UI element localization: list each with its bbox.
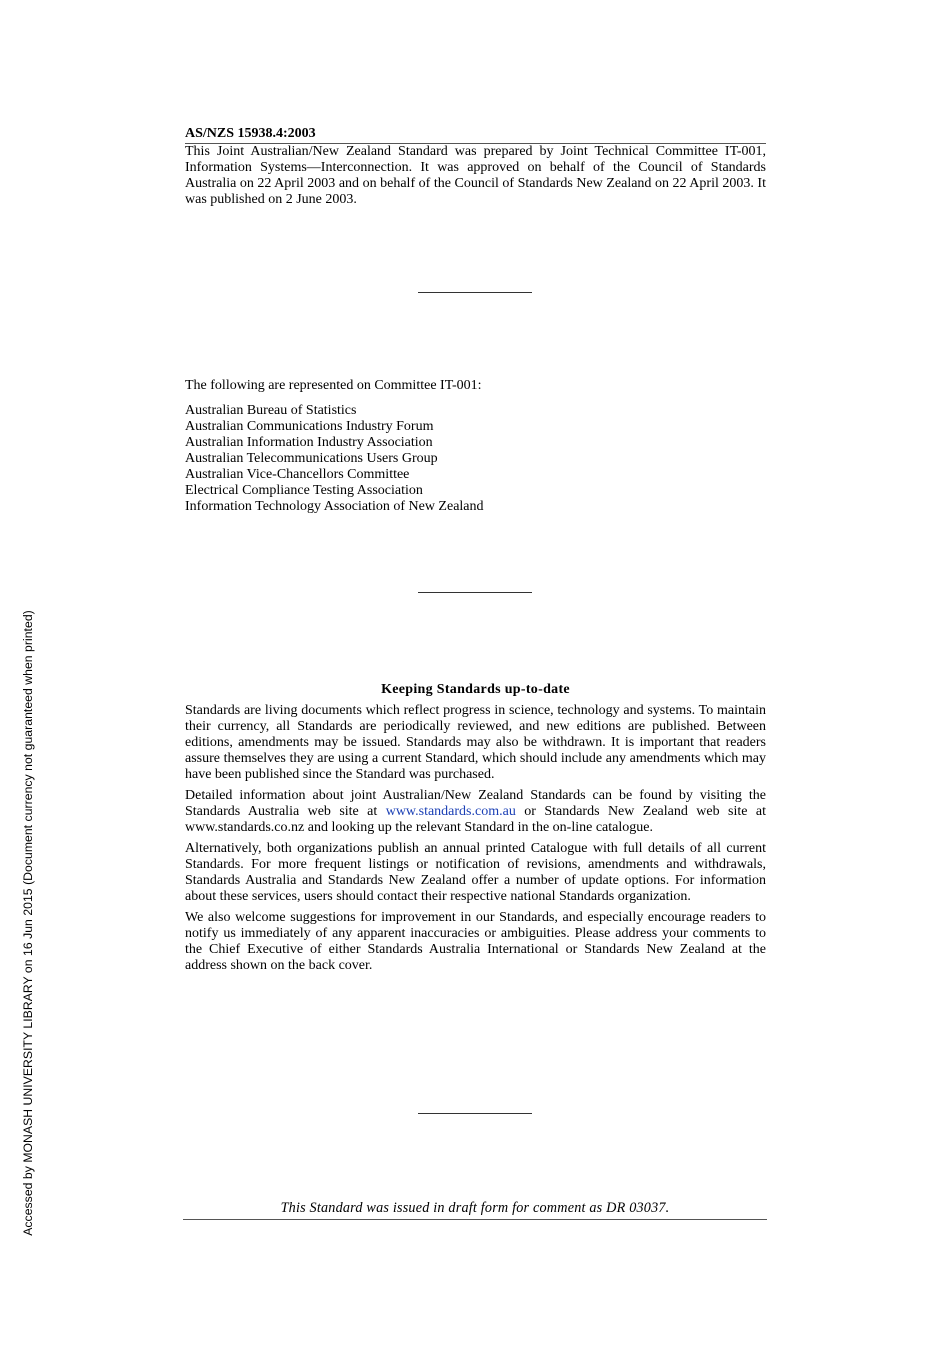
committee-section [185, 378, 766, 515]
standards-australia-link[interactable]: www.standards.com.au [385, 804, 516, 819]
access-stamp: Accessed by MONASH UNIVERSITY LIBRARY on 16 Jun 2015 (Document currency not guaranteed when printed) [21, 610, 35, 1236]
section-divider [418, 292, 532, 293]
paragraph-text: or Standards New Zealand web site at www.standards.co.nz and looking up the relevant Standard in the on-line catalogue. [185, 804, 766, 835]
committee-member: Electrical Compliance Testing Association [185, 483, 423, 498]
section-heading: Keeping Standards up-to-date [381, 682, 570, 697]
standard-id: AS/NZS 15938.4:2003 [185, 126, 766, 144]
committee-member: Australian Bureau of Statistics [185, 403, 357, 418]
standard-header [185, 126, 766, 208]
committee-member: Australian Telecommunications Users Group [185, 451, 438, 466]
paragraph-suggestions: We also welcome suggestions for improvement in our Standards, and especially encourage readers to notify us immediately of any apparent inaccuracies or ambiguities. Please address your comments to the Chief Executive of either Standards Australia International or Standards New Zealand at the address shown on the back cover. [185, 910, 766, 973]
committee-member: Australian Information Industry Association [185, 435, 433, 450]
section-divider [418, 1113, 532, 1114]
committee-member: Australian Communications Industry Forum [185, 419, 434, 434]
draft-note: This Standard was issued in draft form for comment as DR 03037. [183, 1200, 767, 1220]
keeping-standards-section [185, 682, 766, 979]
preparation-note: This Joint Australian/New Zealand Standard was prepared by Joint Technical Committee IT-001, Information Systems—Interconnection. It was approved on behalf of the Council of Standards Australia on 22 April 2003 and on behalf of the Council of Standards New Zealand on 22 April 2003. It was published on 2 June 2003. [185, 144, 766, 207]
committee-member-list [185, 403, 766, 515]
paragraph-living-documents: Standards are living documents which reflect progress in science, technology and systems. To maintain their currency, all Standards are periodically reviewed, and new editions are published. Between editions, amendments may be issued. Standards may also be withdrawn. It is important that readers assure themselves they are using a current Standard, which should include any amendments which may have been published since the Standard was purchased. [185, 703, 766, 782]
paragraph-text: Detailed information about joint Australian/New Zealand Standards can be found by visiting the Standards Australia web site at [185, 788, 766, 819]
paragraph-detailed-information [185, 788, 766, 836]
committee-intro: The following are represented on Committee IT-001: [185, 378, 482, 393]
committee-member: Australian Vice-Chancellors Committee [185, 467, 410, 482]
committee-member: Information Technology Association of New Zealand [185, 499, 484, 514]
paragraph-catalogue: Alternatively, both organizations publish an annual printed Catalogue with full details of all current Standards. For more frequent listings or notification of revisions, amendments and withdrawals, Standards Australia and Standards New Zealand offer a number of update options. For information about these services, users should contact their respective national Standards organization. [185, 841, 766, 904]
section-divider [418, 592, 532, 593]
